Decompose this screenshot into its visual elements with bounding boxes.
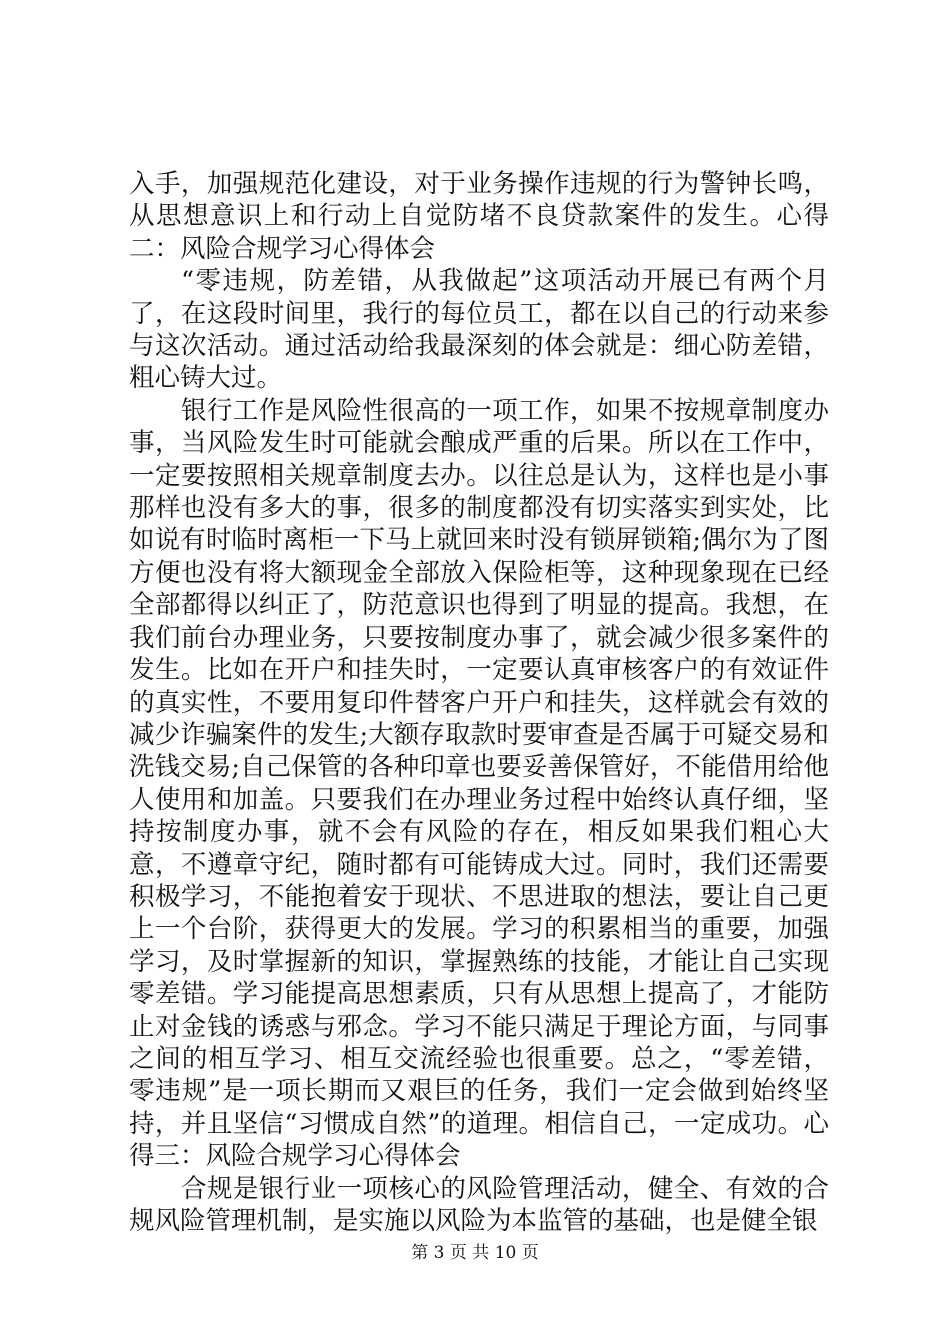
- page-number-footer: 第 3 页 共 10 页: [411, 1243, 539, 1263]
- document-body: [129, 168, 829, 1237]
- paragraph-bank-risk-work: 银行工作是风险性很高的一项工作，如果不按规章制度办事，当风险发生时可能就会酿成严重的后果。所以在工作中，一定要按照相关规章制度去办。以往总是认为，这样也是小事那样也没有多大的事，很多的制度都没有切实落实到实处，比如说有时临时离柜一下马上就回来时没有锁屏锁箱;偶尔为了图方便也没有将大额现金全部放入保险柜等，这种现象现在已经全部都得以纠正了，防范意识也得到了明显的提高。我想，在我们前台办理业务，只要按制度办事了，就会减少很多案件的发生。比如在开户和挂失时，一定要认真审核客户的有效证件的真实性，不要用复印件替客户开户和挂失，这样就会有效的减少诈骗案件的发生;大额存取款时要审查是否属于可疑交易和洗钱交易;自己保管的各种印章也要妥善保管好，不能借用给他人使用和加盖。只要我们在办理业务过程中始终认真仔细，坚持按制度办事，就不会有风险的存在，相反如果我们粗心大意，不遵章守纪，随时都有可能铸成大过。同时，我们还需要积极学习，不能抱着安于现状、不思进取的想法，要让自己更上一个台阶，获得更大的发展。学习的积累相当的重要，加强学习，及时掌握新的知识，掌握熟练的技能，才能让自己实现零差错。学习能提高思想素质，只有从思想上提高了，才能防止对金钱的诱惑与邪念。学习不能只满足于理论方面，与同事之间的相互学习、相互交流经验也很重要。总之，“零差错，零违规”是一项长期而又艰巨的任务，我们一定会做到始终坚持，并且坚信“习惯成自然”的道理。相信自己，一定成功。心得三：风险合规学习心得体会: [129, 395, 829, 1172]
- paragraph-compliance-core: 合规是银行业一项核心的风险管理活动，健全、有效的合规风险管理机制，是实施以风险为本监管的基础，也是健全银: [129, 1173, 829, 1236]
- paragraph-continuation: 入手，加强规范化建设，对于业务操作违规的行为警钟长鸣，从思想意识上和行动上自觉防堵不良贷款案件的发生。心得二：风险合规学习心得体会: [129, 169, 829, 264]
- paragraph-zero-violation-activity: “零违规，防差错，从我做起”这项活动开展已有两个月了，在这段时间里，我行的每位员工，都在以自己的行动来参与这次活动。通过活动给我最深刻的体会就是：细心防差错，粗心铸大过。: [129, 266, 829, 394]
